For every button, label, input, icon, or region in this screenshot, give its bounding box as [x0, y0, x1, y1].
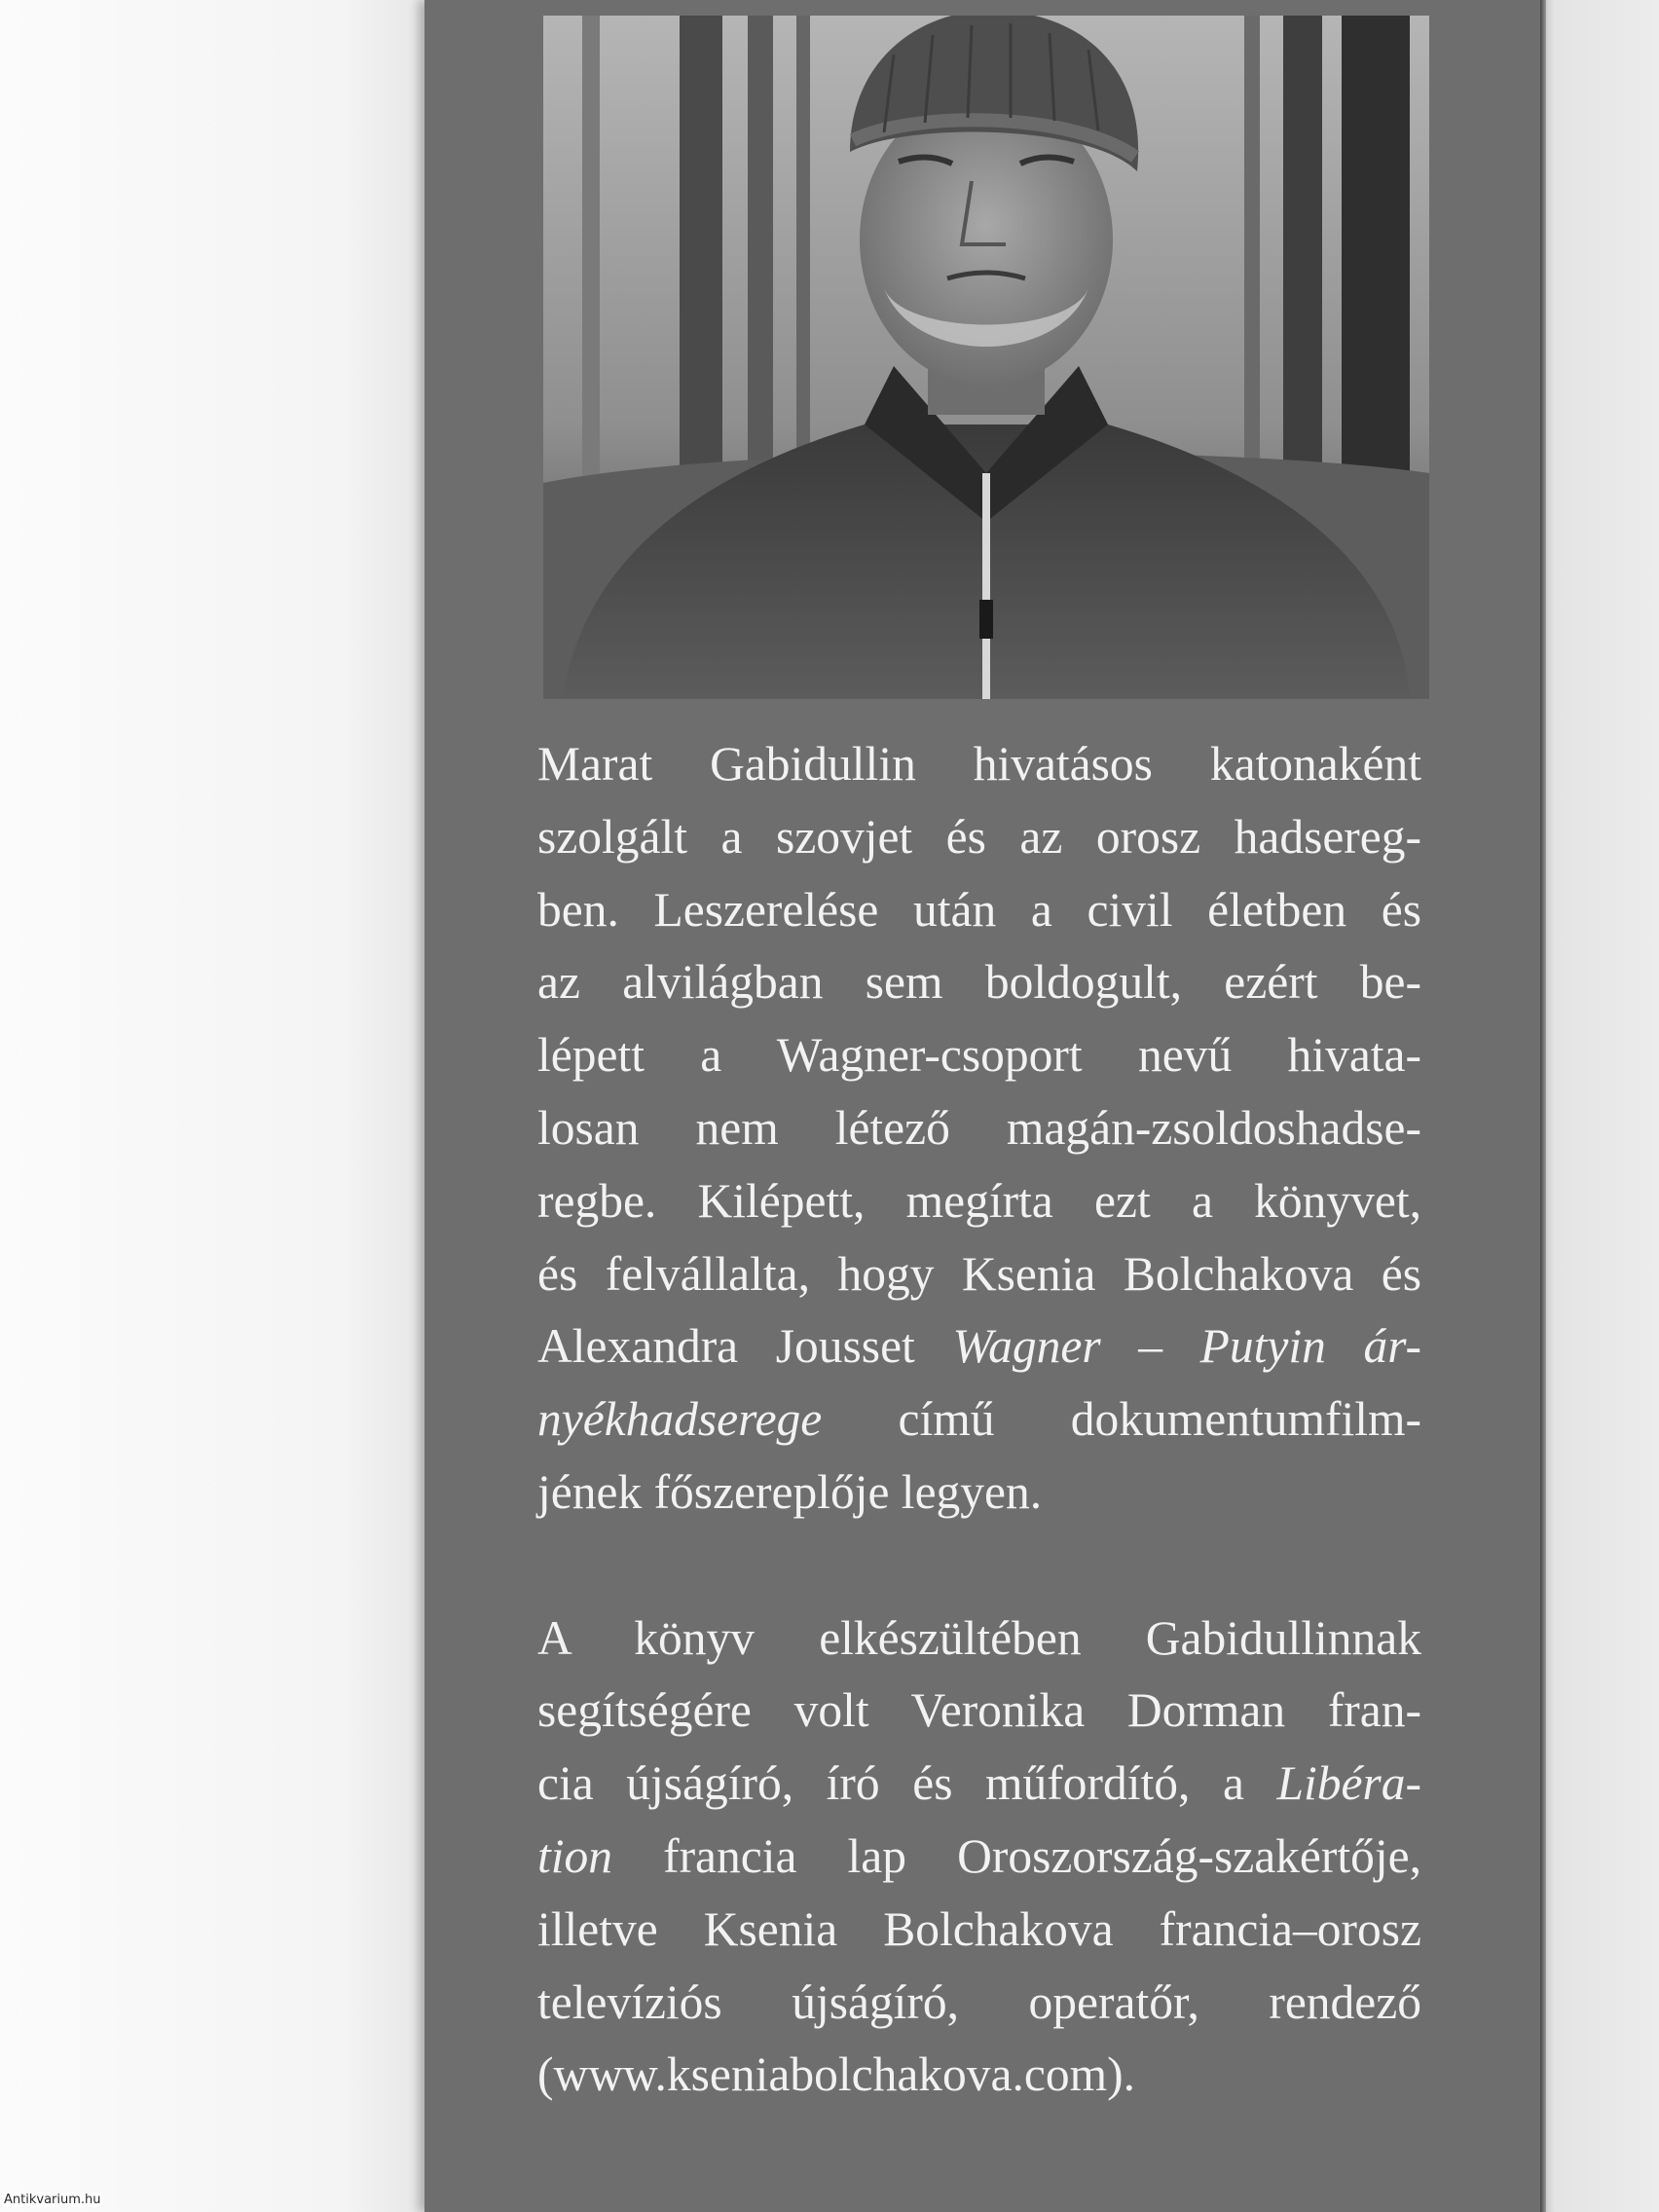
bio-line — [537, 1383, 1421, 1456]
right-background — [1540, 0, 1659, 2212]
bio-text: című dokumentumfilm- — [822, 1392, 1421, 1447]
flap-edge-shadow — [1540, 0, 1546, 2212]
bio-line: Marat Gabidullin hivatásos katonaként — [537, 737, 1421, 791]
author-biography — [537, 728, 1421, 2112]
bio-line: A könyv elkészültében Gabidullinnak — [537, 1610, 1421, 1665]
bio-line — [537, 1748, 1421, 1821]
bio-line: losan nem létező magán-zsoldoshadse- — [537, 1100, 1421, 1155]
bio-line: jének főszereplője legyen. — [537, 1464, 1043, 1519]
bio-line: és felvállalta, hogy Ksenia Bolchakova és — [537, 1246, 1421, 1301]
bio-line: szolgált a szovjet és az orosz hadsereg- — [537, 809, 1421, 864]
bio-line: segítségére volt Veronika Dorman fran- — [537, 1683, 1421, 1738]
newspaper-title: Libéra- — [1276, 1756, 1421, 1811]
bio-line: ben. Leszerelése után a civil életben és — [537, 882, 1421, 937]
bio-line — [537, 1821, 1421, 1894]
paragraph-gap — [537, 1530, 1421, 1603]
left-page — [0, 0, 428, 2212]
film-title: Wagner – Putyin ár- — [952, 1319, 1421, 1374]
bio-line: (www.kseniabolchakova.com). — [537, 2047, 1135, 2102]
bio-text: cia újságíró, író és műfordító, a — [537, 1756, 1277, 1811]
bio-text: francia lap Oroszország-szakértője, — [612, 1828, 1421, 1883]
bio-line: televíziós újságíró, operatőr, rendező — [537, 1974, 1421, 2029]
bio-line: lépett a Wagner-csoport nevű hivata- — [537, 1028, 1421, 1083]
author-portrait-image — [543, 16, 1429, 699]
bio-line: regbe. Kilépett, megírta ezt a könyvet, — [537, 1173, 1421, 1228]
bio-line — [537, 1310, 1421, 1383]
bio-line: az alvilágban sem boldogult, ezért be- — [537, 955, 1421, 1010]
newspaper-title: tion — [537, 1828, 613, 1883]
bio-text: Alexandra Jousset — [537, 1319, 953, 1374]
film-title: nyékhadserege — [537, 1392, 823, 1447]
author-photo — [543, 16, 1429, 699]
bio-line: illetve Ksenia Bolchakova francia–orosz — [537, 1901, 1421, 1956]
watermark: Antikvarium.hu — [4, 2193, 101, 2207]
